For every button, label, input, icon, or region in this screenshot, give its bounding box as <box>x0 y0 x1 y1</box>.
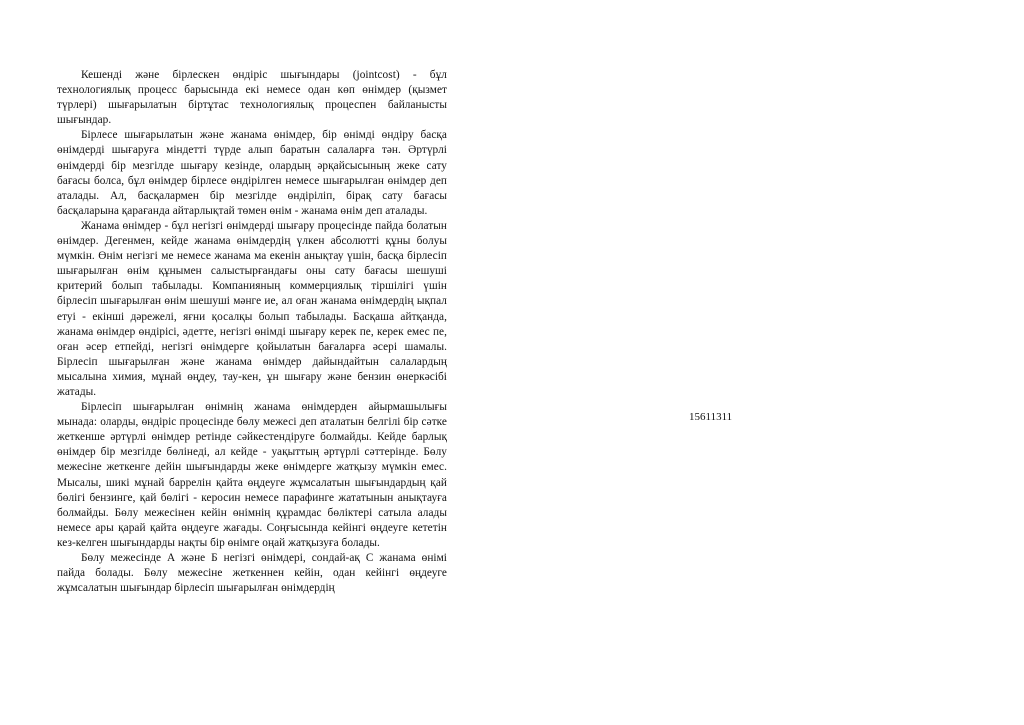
paragraph-joint-costs: Кешенді және бірлескен өндіріс шығындары (jointcost) - бұл технологиялық процесс барысында екі немесе одан көп өнімдер (қызмет түрлері) шығарылатын біртұтас технологиялық процеспен байланысты шығындар. <box>57 69 447 127</box>
paragraph-by-products: Жанама өнімдер - бұл негізгі өнімдерді шығару процесінде пайда болатын өнімдер. Дегенмен, кейде жанама өнімдердің үлкен абсолютті құны болуы мүмкін. Өнім негізгі ме немесе жанама ма екенін анықтау үшін, басқа бірлесіп шығарылған өнім құнымен салыстырғандағы оны сату бағасы шешуші критерий болып табылады. Компанияның коммерциялық тіршілігі үшін бірлесіп шығарылған өнім шешуші мәнге ие, ал оған жанама өнімдердің ықпал етуі - екінші дәрежелі, яғни қосалқы болып табылады. Басқаша айтқанда, жанама өнімдер өндірісі, әдетте, негізгі өнімді шығару керек пе, керек емес пе, оған әсер етпейді, негізгі өнімдерге қойылатын бағаларға әсері шамалы. Бірлесіп шығарылған және жанама өнімдер дайындайтын салалардың мысалына химия, мұнай өңдеу, тау-кен, ұн шығару және бензин өнеркәсібі жатады. <box>57 219 447 398</box>
paragraph-joint-and-by-products: Бірлесе шығарылатын және жанама өнімдер, бір өнімді өндіру басқа өнімдерді шығаруға міндетті түрде алып баратын салаларға тән. Әртүрлі өнімдерді бір мезгілде шығару кезінде, олардың әрқайсысының жеке сату бағасы болса, бұл өнімдер бірлесе өндірілген немесе шығарылған өнімдер деп аталады. Ал, басқалармен бір мезгілде өндіріліп, бірақ сату бағасы басқаларына қарағанда айтарлықтай төмен өнім - жанама өнім деп аталады. <box>57 129 447 217</box>
side-number: 15611311 <box>689 411 733 423</box>
text-column <box>57 68 447 596</box>
paragraph-split-off-point: Бірлесіп шығарылған өнімнің жанама өнімдерден айырмашылығы мынада: оларды, өндіріс процесінде бөлу межесі деп аталатын белгілі бір сәтке жеткенше әртүрлі өнімдер ретінде сәйкестендіруге болмайды. Кейде барлық өнімдер бір мезгілде бөлінеді, ал кейде - уақыттың әртүрлі сәттерінде. Бөлу межесіне жеткенге дейін шығындарды жеке өнімдерге жатқызу мүмкін емес. Мысалы, шикі мұнай баррелін қайта өңдеуге жұмсалатын шығындардың қай бөлігі бензинге, қай бөлігі - керосин немесе парафинге жататынын анықтауға болмайды. Бөлу межесінен кейін өнімнің құрамдас бөліктері сатыла алады немесе ары қарай қайта өңдеуге жағады. Соңғысында кейінгі өңдеуге кететін кез-келген шығындарды нақты бір өнімге оңай жатқызуға болады. <box>57 401 447 549</box>
paragraph-products-a-b-c: Бөлу межесінде А және Б негізгі өнімдері, сондай-ақ С жанама өнімі пайда болады. Бөлу межесіне жеткеннен кейін, одан кейінгі өңдеуге жұмсалатын шығындар бірлесіп шығарылған өнімдердің <box>57 552 447 595</box>
